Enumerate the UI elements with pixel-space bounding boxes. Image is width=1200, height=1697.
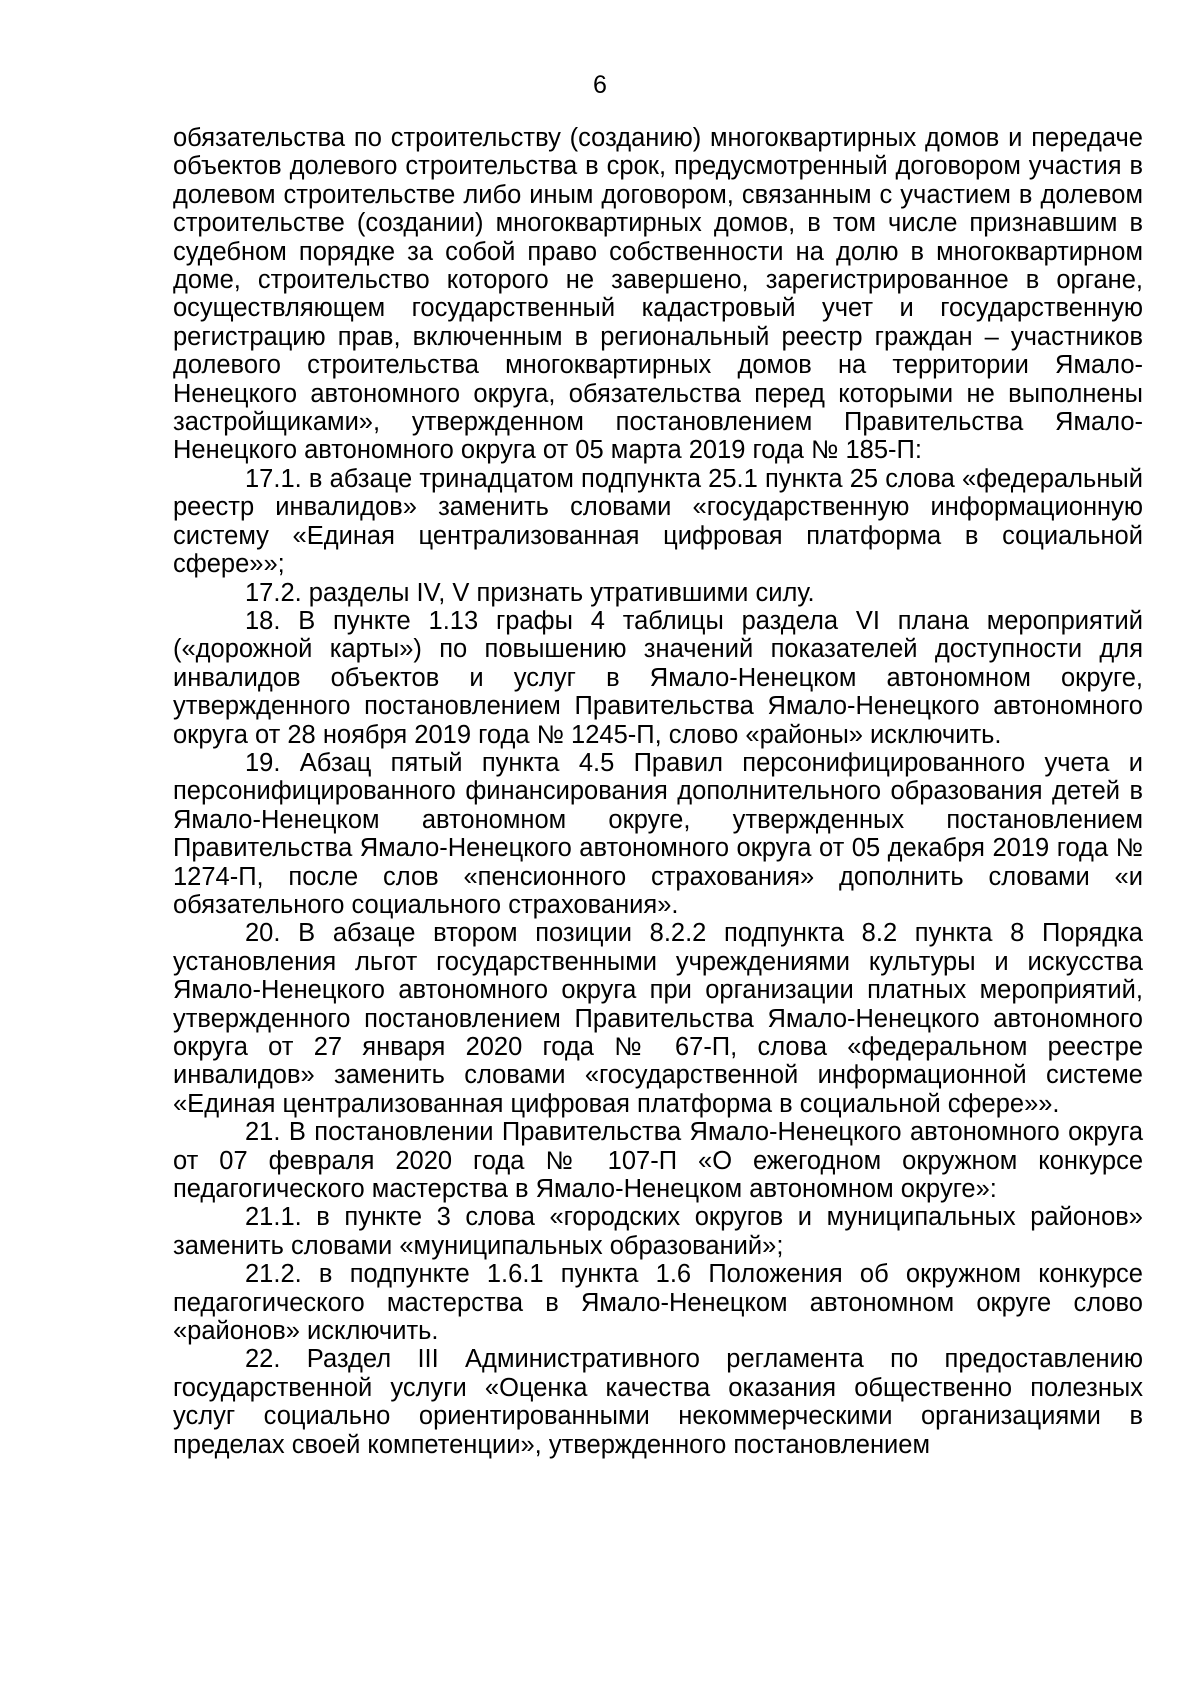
paragraph-20: 20. В абзаце втором позиции 8.2.2 подпункта 8.2 пункта 8 Порядка установления льгот государственными учреждениями культуры и искусства Ямало-Ненецкого автономного округа при организации платных мероприятий, утвержденного постановлением Правительства Ямало-Ненецкого автономного округа от 27 января 2020 года № 67-П, слова «федеральном реестре инвалидов» заменить словами «государственной информационной системе «Единая централизованная цифровая платформа в социальной сфере»».: [173, 919, 1143, 1118]
paragraph-continuation: обязательства по строительству (созданию) многоквартирных домов и передаче объектов долевого строительства в срок, предусмотренный договором участия в долевом строительстве либо иным договором, связанным с участием в долевом строительстве (создании) многоквартирных домов, в том числе признавшим в судебном порядке за собой право собственности на долю в многоквартирном доме, строительство которого не завершено, зарегистрированное в органе, осуществляющем государственный кадастровый учет и государственную регистрацию прав, включенным в региональный реестр граждан – участников долевого строительства многоквартирных домов на территории Ямало-Ненецкого автономного округа, обязательства перед которыми не выполнены застройщиками», утвержденном постановлением Правительства Ямало-Ненецкого автономного округа от 05 марта 2019 года № 185-П:: [173, 124, 1143, 465]
paragraph-21: 21. В постановлении Правительства Ямало-Ненецкого автономного округа от 07 февраля 2020 года № 107-П «О ежегодном окружном конкурсе педагогического мастерства в Ямало-Ненецком автономном округе»:: [173, 1118, 1143, 1204]
paragraph-17-2: 17.2. разделы IV, V признать утратившими силу.: [245, 578, 815, 607]
page-number: 6: [593, 71, 607, 99]
paragraph-17-1: 17.1. в абзаце тринадцатом подпункта 25.1 пункта 25 слова «федеральный реестр инвалидов» заменить словами «государственную информационную систему «Единая централизованная цифровая платформа в социальной сфере»»;: [173, 464, 1143, 579]
document-body: [173, 124, 1143, 1459]
paragraph-19: 19. Абзац пятый пункта 4.5 Правил персонифицированного учета и персонифицированного финансирования дополнительного образования детей в Ямало-Ненецком автономном округе, утвержденных постановлением Правительства Ямало-Ненецкого автономного округа от 05 декабря 2019 года № 1274-П, после слов «пенсионного страхования» дополнить словами «и обязательного социального страхования».: [173, 748, 1143, 919]
paragraph-21-1: 21.1. в пункте 3 слова «городских округов и муниципальных районов» заменить словами «муниципальных образований»;: [173, 1203, 1143, 1260]
paragraph-18: 18. В пункте 1.13 графы 4 таблицы раздела VI плана мероприятий («дорожной карты») по повышению значений показателей доступности для инвалидов объектов и услуг в Ямало-Ненецком автономном округе, утвержденного постановлением Правительства Ямало-Ненецкого автономного округа от 28 ноября 2019 года № 1245-П, слово «районы» исключить.: [173, 606, 1143, 749]
paragraph-22: 22. Раздел III Административного регламента по предоставлению государственной услуги «Оценка качества оказания общественно полезных услуг социально ориентированными некоммерческими организациями в пределах своей компетенции», утвержденного постановлением: [173, 1345, 1143, 1459]
paragraph-21-2: 21.2. в подпункте 1.6.1 пункта 1.6 Положения об окружном конкурсе педагогического мастерства в Ямало-Ненецком автономном округе слово «районов» исключить.: [173, 1260, 1143, 1346]
